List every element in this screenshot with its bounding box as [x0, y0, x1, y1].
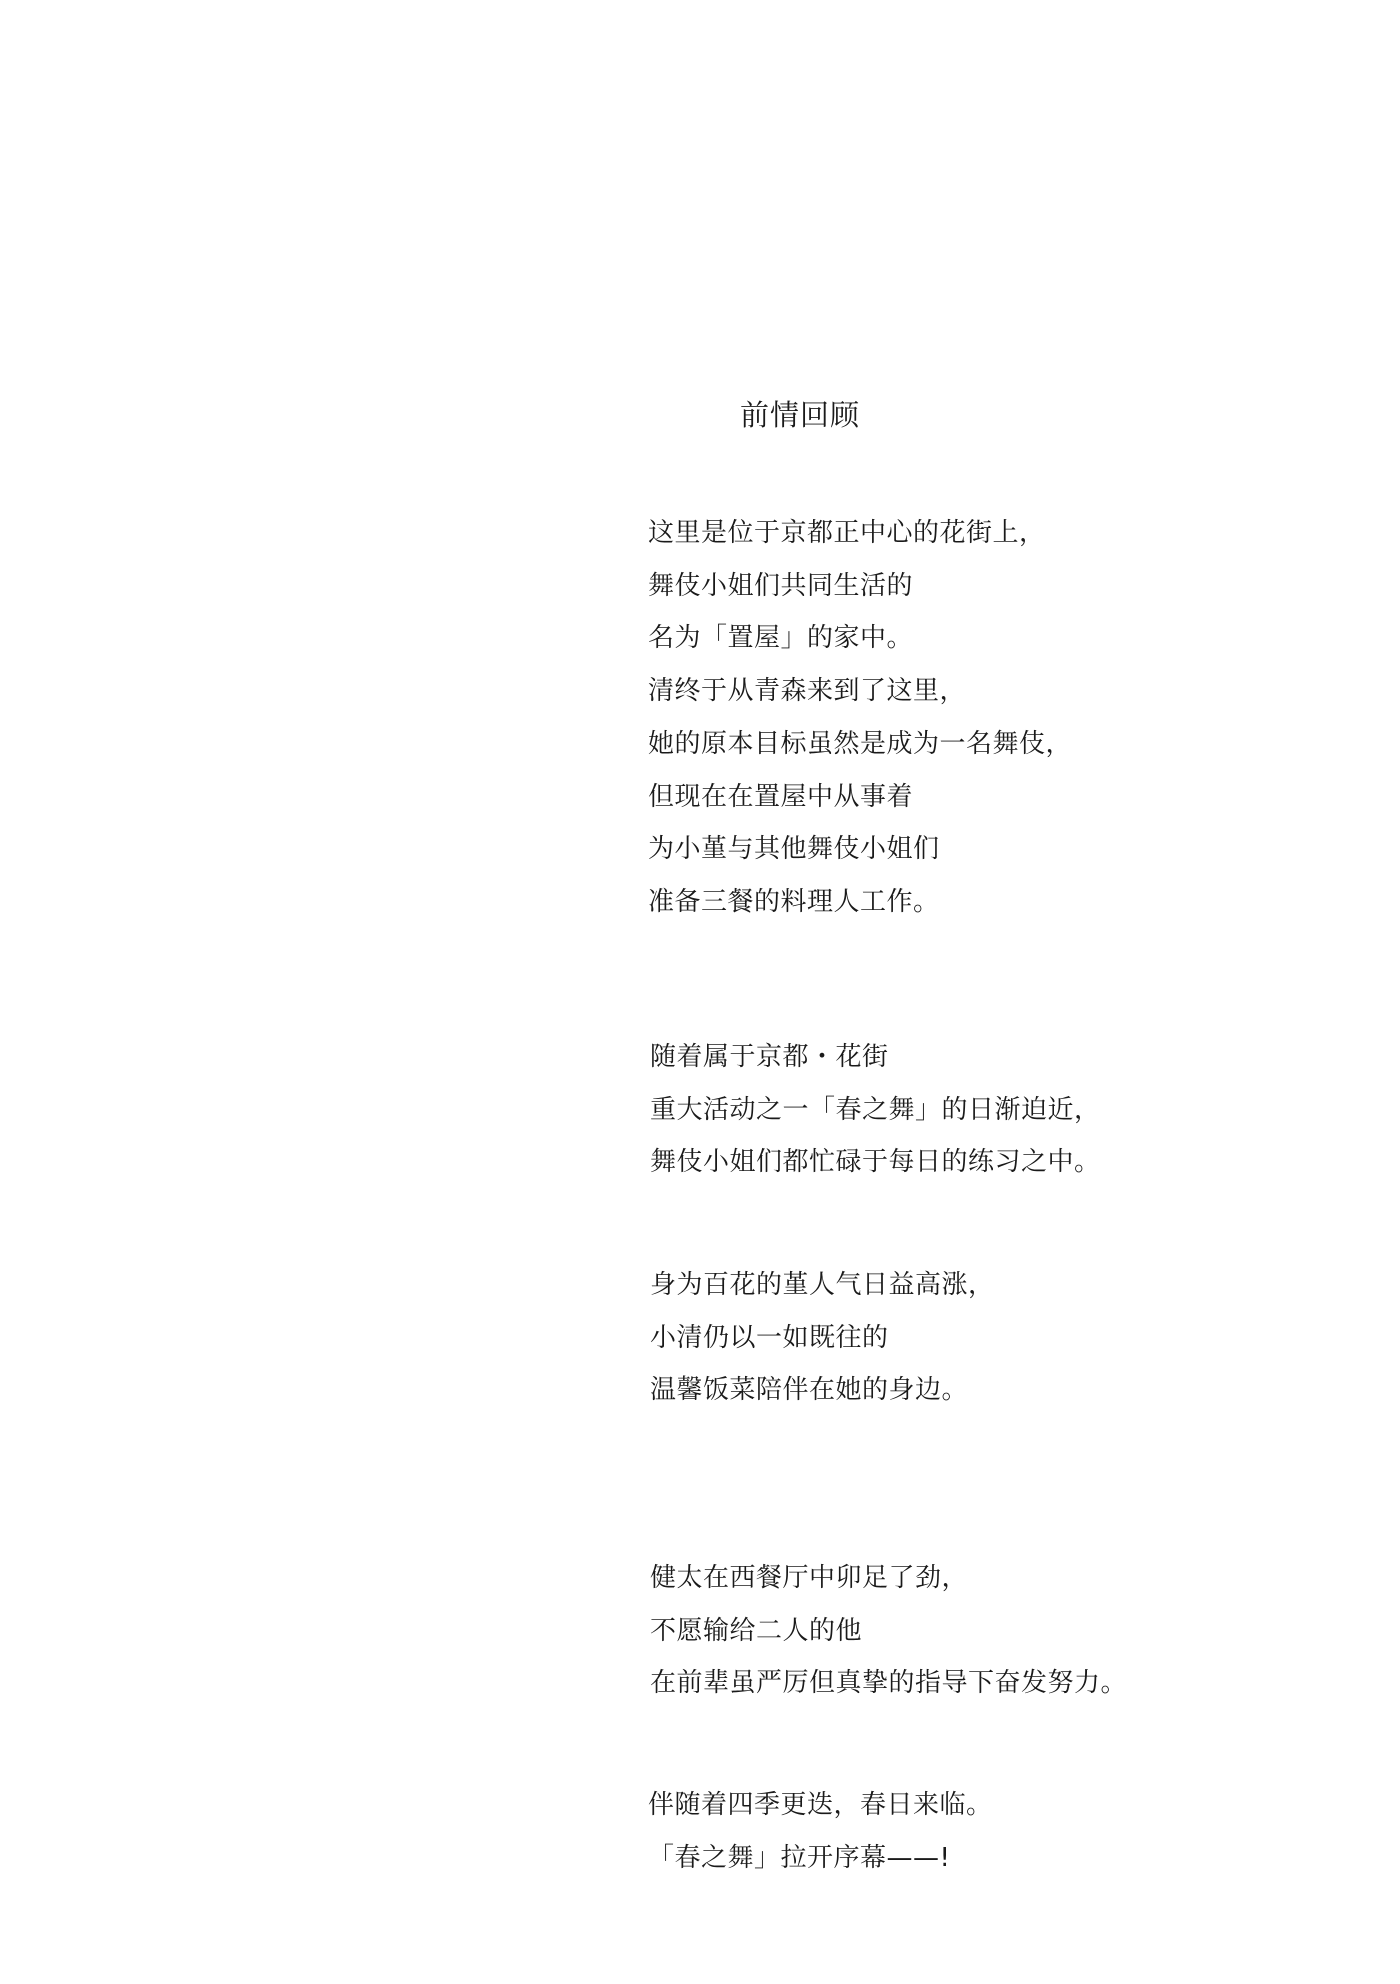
text-line: 「春之舞」拉开序幕——! — [648, 1842, 951, 1873]
text-line: 温馨饭菜陪伴在她的身边。 — [650, 1375, 969, 1406]
paragraph-kenta — [650, 1552, 1127, 1710]
paragraph-spring-dance — [650, 1031, 1101, 1189]
text-line: 重大活动之一「春之舞」的日渐迫近， — [650, 1094, 1101, 1125]
text-line: 在前辈虽严厉但真挚的指导下奋发努力。 — [650, 1668, 1128, 1699]
text-line: 这里是位于京都正中心的花街上， — [648, 518, 1046, 548]
text-line: 小清仍以一如既往的 — [650, 1322, 889, 1353]
text-line: 舞伎小姐们都忙碌于每日的练习之中。 — [650, 1147, 1101, 1178]
text-line: 不愿输给二人的他 — [650, 1615, 863, 1646]
text-line: 舞伎小姐们共同生活的 — [648, 570, 914, 601]
page-title: 前情回顾 — [740, 398, 861, 432]
paragraph-intro — [648, 507, 1072, 929]
text-line: 名为「置屋」的家中。 — [648, 623, 914, 654]
text-line: 随着属于京都・花街 — [650, 1042, 889, 1072]
text-line: 但现在在置屋中从事着 — [648, 781, 914, 812]
text-line: 伴随着四季更迭，春日来临。 — [648, 1790, 993, 1820]
text-line: 健太在西餐厅中卯足了劲， — [650, 1563, 969, 1593]
text-line: 准备三餐的料理人工作。 — [648, 886, 940, 917]
text-line: 身为百花的堇人气日益高涨， — [650, 1270, 995, 1300]
text-line: 清终于从青森来到了这里， — [648, 676, 967, 707]
text-line: 她的原本目标虽然是成为一名舞伎， — [648, 728, 1073, 759]
text-line: 为小堇与其他舞伎小姐们 — [648, 834, 940, 865]
paragraph-finale — [648, 1779, 993, 1884]
paragraph-sumire — [650, 1259, 995, 1417]
